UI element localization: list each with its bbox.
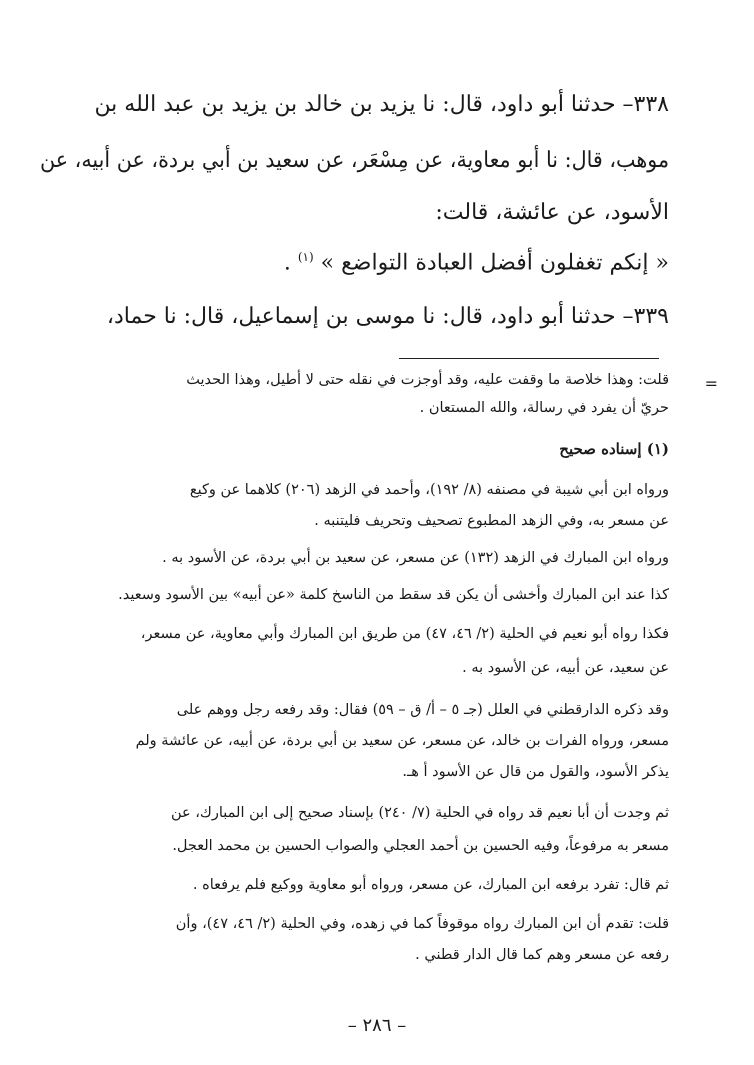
hadith-text [284,250,669,275]
hadith-338-line-3: الأسود، عن عائشة، قالت: [435,200,669,225]
footnote-line: عن سعيد، عن أبيه، عن الأسود به . [462,660,669,676]
footnote-divider [399,358,659,359]
footnote-line: عن مسعر به، وفي الزهد المطبوع تصحيف وتحريف فليتنبه . [314,513,669,529]
footnote-line: ثم قال: تفرد برفعه ابن المبارك، عن مسعر، ورواه أبو معاوية ووكيع فلم يرفعاه . [192,877,669,893]
continuation-mark: = [704,374,718,393]
footnote-line: وقد ذكره الدارقطني في العلل (جـ ٥ – أ/ ق – ٥٩) فقال: وقد رفعه رجل ووهم على [176,702,669,718]
footnote-carry-line-2: حريّ أن يفرد في رسالة، والله المستعان . [419,400,669,416]
footnote-line: رفعه عن مسعر وهم كما قال الدار قطني . [415,947,669,963]
page-number: – ٢٨٦ – [347,1015,407,1036]
footnote-line: ورواه ابن المبارك في الزهد (١٣٢) عن مسعر، عن سعيد بن أبي بردة، عن الأسود به . [162,550,669,566]
footnote-line: قلت: تقدم أن ابن المبارك رواه موقوفاً كما في زهده، وفي الحلية (٢/ ٤٦، ٤٧)، وأن [175,916,669,932]
footnote-line: يذكر الأسود، والقول من قال عن الأسود أ هـ. [402,764,669,780]
hadith-338-line-1: ٣٣٨– حدثنا أبو داود، قال: نا يزيد بن خالد بن يزيد بن عبد الله بن [94,92,669,117]
footnote-line: مسعر، ورواه الفرات بن خالد، عن مسعر، عن سعيد بن أبي بردة، عن أبيه، عن عائشة ولم [135,733,669,749]
footnote-line: مسعر به مرفوعاً، وفيه الحسين بن أحمد العجلي والصواب الحسين بن محمد العجل. [172,838,669,854]
hadith-339-line-1: ٣٣٩– حدثنا أبو داود، قال: نا موسى بن إسماعيل، قال: نا حماد، [106,304,669,329]
hadith-end: . [283,250,298,276]
footnote-line: فكذا رواه أبو نعيم في الحلية (٢/ ٤٦، ٤٧) من طريق ابن المبارك وأبي معاوية، عن مسعر، [140,626,669,642]
footnote-line: كذا عند ابن المبارك وأخشى أن يكن قد سقط من الناسخ كلمة «عن أبيه» بين الأسود وسعيد. [118,587,669,603]
hadith-338-line-2: موهب، قال: نا أبو معاوية، عن مِسْعَر، عن سعيد بن أبي بردة، عن أبيه، عن [39,148,669,173]
footnote-line: ثم وجدت أن أبا نعيم قد رواه في الحلية (٧/ ٢٤٠) بإسناد صحيح إلى ابن المبارك، عن [170,805,669,821]
hadith-quote: « إنكم تغفلون أفضل العبادة التواضع » [313,250,669,276]
footnote-carry-line-1: قلت: وهذا خلاصة ما وقفت عليه، وقد أوجزت في نقله حتى لا أطيل، وهذا الحديث [186,372,669,388]
footnote-1-heading: (١) إسناده صحيح [559,440,669,458]
footnote-line: ورواه ابن أبي شيبة في مصنفه (٨/ ١٩٢)، وأحمد في الزهد (٢٠٦) كلاهما عن وكيع [189,482,669,498]
footnote-ref: (١) [297,250,314,264]
